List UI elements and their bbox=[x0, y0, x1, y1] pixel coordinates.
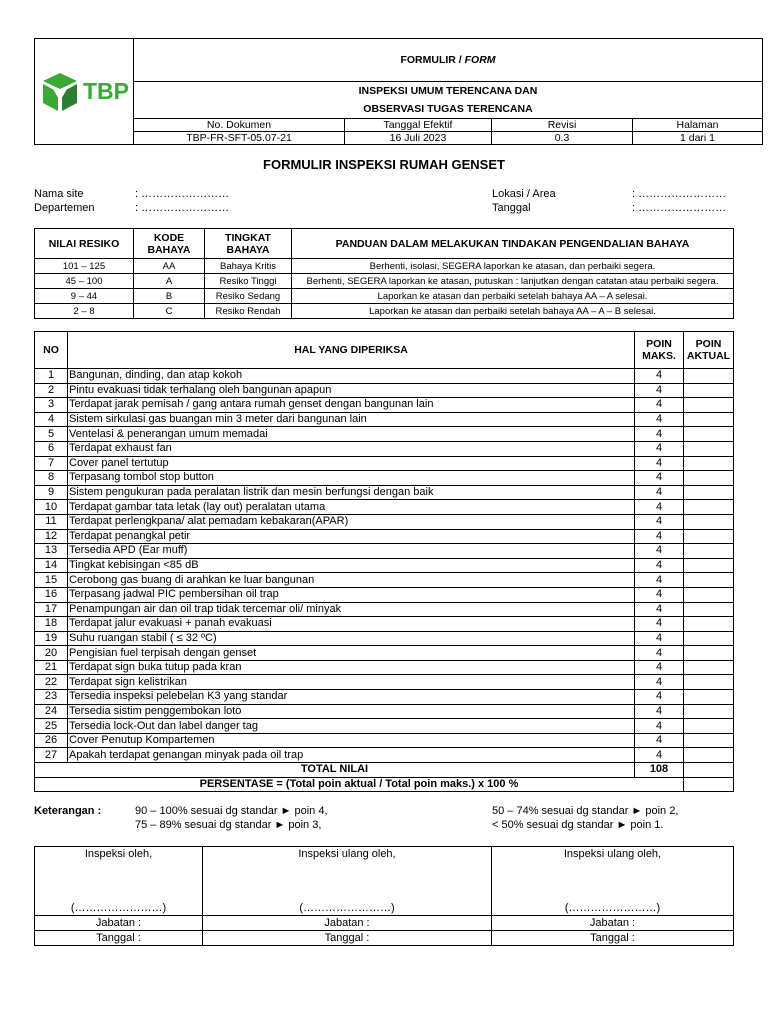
form-title: FORMULIR / FORM bbox=[134, 39, 763, 82]
item-description: Terdapat sign buka tutup pada kran bbox=[68, 660, 635, 675]
col-poin-aktual: POIN AKTUAL bbox=[684, 332, 734, 369]
item-number: 13 bbox=[35, 544, 68, 559]
tanggal-field[interactable]: : …………………… bbox=[632, 202, 727, 214]
label-tanggal-efektif: Tanggal Efektif bbox=[345, 119, 492, 132]
item-poin-aktual[interactable] bbox=[684, 485, 734, 500]
item-description: Cover panel tertutup bbox=[68, 456, 635, 471]
table-row bbox=[35, 471, 734, 486]
item-poin-maks: 4 bbox=[635, 704, 684, 719]
item-number: 27 bbox=[35, 748, 68, 763]
item-poin-maks: 4 bbox=[635, 719, 684, 734]
tanggal-label: Tanggal bbox=[492, 202, 531, 214]
table-row bbox=[35, 412, 734, 427]
logo-text: TBP bbox=[83, 78, 129, 104]
risk-cell: B bbox=[134, 289, 205, 304]
table-row bbox=[35, 704, 734, 719]
item-poin-maks: 4 bbox=[635, 514, 684, 529]
item-description: Pintu evakuasi tidak terhalang oleh bangunan apapun bbox=[68, 383, 635, 398]
table-row bbox=[35, 719, 734, 734]
table-row bbox=[35, 369, 734, 384]
item-poin-maks: 4 bbox=[635, 558, 684, 573]
item-poin-aktual[interactable] bbox=[684, 427, 734, 442]
document-header bbox=[34, 38, 763, 145]
tanggal-1[interactable]: Tanggal : bbox=[35, 931, 203, 946]
item-description: Terdapat penangkal petir bbox=[68, 529, 635, 544]
item-description: Pengisian fuel terpisah dengan genset bbox=[68, 646, 635, 661]
note-1: 90 – 100% sesuai dg standar ► poin 4, bbox=[135, 805, 328, 817]
table-row bbox=[35, 427, 734, 442]
item-poin-aktual[interactable] bbox=[684, 500, 734, 515]
item-description: Terpasang jadwal PIC pembersihan oil trap bbox=[68, 587, 635, 602]
item-description: Penampungan air dan oil trap tidak tercemar oli/ minyak bbox=[68, 602, 635, 617]
table-row bbox=[35, 544, 734, 559]
risk-header-kode: KODE BAHAYA bbox=[134, 229, 205, 259]
risk-cell: Berhenti, isolasi, SEGERA laporkan ke atasan, dan perbaiki segera. bbox=[292, 259, 734, 274]
risk-cell: 45 – 100 bbox=[35, 274, 134, 289]
item-number: 7 bbox=[35, 456, 68, 471]
item-poin-maks: 4 bbox=[635, 690, 684, 705]
total-value: 108 bbox=[635, 763, 684, 778]
item-number: 18 bbox=[35, 617, 68, 632]
table-row bbox=[35, 441, 734, 456]
risk-cell: AA bbox=[134, 259, 205, 274]
item-description: Terdapat jarak pemisah / gang antara rumah genset dengan bangunan lain bbox=[68, 398, 635, 413]
item-poin-maks: 4 bbox=[635, 456, 684, 471]
item-number: 11 bbox=[35, 514, 68, 529]
item-poin-aktual[interactable] bbox=[684, 690, 734, 705]
note-2: 75 – 89% sesuai dg standar ► poin 3, bbox=[135, 819, 322, 831]
table-row bbox=[35, 690, 734, 705]
item-poin-maks: 4 bbox=[635, 617, 684, 632]
item-description: Tingkat kebisingan <85 dB bbox=[68, 558, 635, 573]
item-description: Suhu ruangan stabil ( ≤ 32 ºC) bbox=[68, 631, 635, 646]
percent-label: PERSENTASE = (Total poin aktual / Total poin maks.) x 100 % bbox=[35, 777, 684, 792]
risk-cell: Resiko Rendah bbox=[205, 304, 292, 319]
item-number: 10 bbox=[35, 500, 68, 515]
label-halaman: Halaman bbox=[633, 119, 763, 132]
departemen-field[interactable]: : …………………… bbox=[135, 202, 230, 214]
item-number: 19 bbox=[35, 631, 68, 646]
item-number: 1 bbox=[35, 369, 68, 384]
item-number: 22 bbox=[35, 675, 68, 690]
item-poin-aktual[interactable] bbox=[684, 514, 734, 529]
item-poin-aktual[interactable] bbox=[684, 617, 734, 632]
value-halaman: 1 dari 1 bbox=[633, 132, 763, 145]
item-poin-maks: 4 bbox=[635, 675, 684, 690]
table-row bbox=[35, 602, 734, 617]
risk-cell: 2 – 8 bbox=[35, 304, 134, 319]
item-number: 17 bbox=[35, 602, 68, 617]
sign-block-2[interactable]: Inspeksi ulang oleh, (……………………) bbox=[203, 847, 492, 916]
item-poin-aktual[interactable] bbox=[684, 660, 734, 675]
item-poin-aktual[interactable] bbox=[684, 587, 734, 602]
item-poin-maks: 4 bbox=[635, 573, 684, 588]
table-row bbox=[35, 646, 734, 661]
risk-cell: Berhenti, SEGERA laporkan ke atasan, putuskan : lanjutkan dengan catatan atau perbaiki segera. bbox=[292, 274, 734, 289]
total-label: TOTAL NILAI bbox=[35, 763, 635, 778]
item-description: Tersedia sistim penggembokan loto bbox=[68, 704, 635, 719]
form-subtitle: INSPEKSI UMUM TERENCANA DAN OBSERVASI TUGAS TERENCANA bbox=[134, 82, 763, 119]
item-poin-maks: 4 bbox=[635, 485, 684, 500]
item-poin-maks: 4 bbox=[635, 427, 684, 442]
item-description: Sistem pengukuran pada peralatan listrik dan mesin berfungsi dengan baik bbox=[68, 485, 635, 500]
item-description: Terdapat perlengkpana/ alat pemadam kebakaran(APAR) bbox=[68, 514, 635, 529]
item-number: 14 bbox=[35, 558, 68, 573]
jabatan-2[interactable]: Jabatan : bbox=[203, 916, 492, 931]
risk-cell: A bbox=[134, 274, 205, 289]
risk-header-panduan: PANDUAN DALAM MELAKUKAN TINDAKAN PENGENDALIAN BAHAYA bbox=[292, 229, 734, 259]
risk-row bbox=[35, 289, 734, 304]
logo bbox=[35, 39, 134, 145]
item-poin-maks: 4 bbox=[635, 441, 684, 456]
risk-header-nilai: NILAI RESIKO bbox=[35, 229, 134, 259]
item-poin-aktual[interactable] bbox=[684, 456, 734, 471]
item-number: 12 bbox=[35, 529, 68, 544]
risk-cell: Bahaya Kritis bbox=[205, 259, 292, 274]
item-description: Tersedia APD (Ear muff) bbox=[68, 544, 635, 559]
item-poin-aktual[interactable] bbox=[684, 602, 734, 617]
item-poin-aktual[interactable] bbox=[684, 733, 734, 748]
item-number: 6 bbox=[35, 441, 68, 456]
table-row bbox=[35, 748, 734, 763]
item-number: 4 bbox=[35, 412, 68, 427]
item-description: Apakah terdapat genangan minyak pada oil trap bbox=[68, 748, 635, 763]
item-number: 8 bbox=[35, 471, 68, 486]
item-poin-maks: 4 bbox=[635, 471, 684, 486]
table-row bbox=[35, 500, 734, 515]
table-row bbox=[35, 529, 734, 544]
tanggal-3[interactable]: Tanggal : bbox=[492, 931, 734, 946]
item-number: 2 bbox=[35, 383, 68, 398]
item-number: 26 bbox=[35, 733, 68, 748]
item-poin-aktual[interactable] bbox=[684, 573, 734, 588]
table-row bbox=[35, 617, 734, 632]
item-description: Bangunan, dinding, dan atap kokoh bbox=[68, 369, 635, 384]
item-poin-maks: 4 bbox=[635, 412, 684, 427]
signature-table bbox=[34, 846, 734, 946]
item-description: Ventelasi & penerangan umum memadai bbox=[68, 427, 635, 442]
item-poin-maks: 4 bbox=[635, 748, 684, 763]
item-poin-aktual[interactable] bbox=[684, 646, 734, 661]
item-poin-maks: 4 bbox=[635, 398, 684, 413]
table-row bbox=[35, 631, 734, 646]
jabatan-1[interactable]: Jabatan : bbox=[35, 916, 203, 931]
item-poin-aktual[interactable] bbox=[684, 412, 734, 427]
tbp-logo-icon bbox=[39, 71, 81, 113]
departemen-label: Departemen bbox=[34, 202, 95, 214]
item-description: Terdapat sign kelistrikan bbox=[68, 675, 635, 690]
item-number: 15 bbox=[35, 573, 68, 588]
table-row bbox=[35, 733, 734, 748]
checklist-table bbox=[34, 331, 734, 792]
item-description: Terpasang tombol stop button bbox=[68, 471, 635, 486]
item-number: 25 bbox=[35, 719, 68, 734]
item-number: 24 bbox=[35, 704, 68, 719]
item-poin-maks: 4 bbox=[635, 660, 684, 675]
tanggal-2[interactable]: Tanggal : bbox=[203, 931, 492, 946]
table-row bbox=[35, 573, 734, 588]
risk-cell: 101 – 125 bbox=[35, 259, 134, 274]
risk-cell: Resiko Tinggi bbox=[205, 274, 292, 289]
total-aktual-cell[interactable] bbox=[684, 763, 734, 778]
risk-cell: Resiko Sedang bbox=[205, 289, 292, 304]
item-poin-aktual[interactable] bbox=[684, 471, 734, 486]
table-row bbox=[35, 675, 734, 690]
item-poin-aktual[interactable] bbox=[684, 631, 734, 646]
risk-cell: Laporkan ke atasan dan perbaiki setelah bahaya AA – A selesai. bbox=[292, 289, 734, 304]
table-row bbox=[35, 398, 734, 413]
col-no: NO bbox=[35, 332, 68, 369]
item-poin-aktual[interactable] bbox=[684, 441, 734, 456]
item-description: Terdapat jalur evakuasi + panah evakuasi bbox=[68, 617, 635, 632]
item-poin-maks: 4 bbox=[635, 646, 684, 661]
item-poin-maks: 4 bbox=[635, 544, 684, 559]
item-poin-maks: 4 bbox=[635, 369, 684, 384]
item-description: Tersedia inspeksi pelebelan K3 yang standar bbox=[68, 690, 635, 705]
page-title: FORMULIR INSPEKSI RUMAH GENSET bbox=[263, 157, 505, 172]
sign-block-3[interactable]: Inspeksi ulang oleh, (……………………) bbox=[492, 847, 734, 916]
risk-row bbox=[35, 304, 734, 319]
item-poin-aktual[interactable] bbox=[684, 544, 734, 559]
item-description: Terdapat exhaust fan bbox=[68, 441, 635, 456]
item-number: 5 bbox=[35, 427, 68, 442]
item-description: Tersedia lock-Out dan label danger tag bbox=[68, 719, 635, 734]
item-number: 16 bbox=[35, 587, 68, 602]
percent-value-cell[interactable] bbox=[684, 777, 734, 792]
item-description: Cover Penutup Kompartemen bbox=[68, 733, 635, 748]
item-poin-aktual[interactable] bbox=[684, 529, 734, 544]
label-revisi: Revisi bbox=[492, 119, 633, 132]
item-poin-maks: 4 bbox=[635, 733, 684, 748]
item-number: 23 bbox=[35, 690, 68, 705]
label-no-dokumen: No. Dokumen bbox=[134, 119, 345, 132]
value-no-dokumen: TBP-FR-SFT-05.07-21 bbox=[134, 132, 345, 145]
lokasi-label: Lokasi / Area bbox=[492, 188, 556, 200]
table-row bbox=[35, 456, 734, 471]
item-number: 20 bbox=[35, 646, 68, 661]
item-poin-maks: 4 bbox=[635, 529, 684, 544]
risk-cell: Laporkan ke atasan dan perbaiki setelah bahaya AA – A – B selesai. bbox=[292, 304, 734, 319]
item-poin-aktual[interactable] bbox=[684, 675, 734, 690]
item-number: 9 bbox=[35, 485, 68, 500]
item-poin-aktual[interactable] bbox=[684, 719, 734, 734]
item-description: Cerobong gas buang di arahkan ke luar bangunan bbox=[68, 573, 635, 588]
jabatan-3[interactable]: Jabatan : bbox=[492, 916, 734, 931]
item-poin-maks: 4 bbox=[635, 602, 684, 617]
item-poin-maks: 4 bbox=[635, 383, 684, 398]
item-poin-aktual[interactable] bbox=[684, 704, 734, 719]
item-poin-aktual[interactable] bbox=[684, 383, 734, 398]
col-poin-maks: POIN MAKS. bbox=[635, 332, 684, 369]
item-description: Terdapat gambar tata letak (lay out) peralatan utama bbox=[68, 500, 635, 515]
note-3: 50 – 74% sesuai dg standar ► poin 2, bbox=[492, 805, 679, 817]
risk-row bbox=[35, 274, 734, 289]
risk-cell: 9 – 44 bbox=[35, 289, 134, 304]
table-row bbox=[35, 587, 734, 602]
lokasi-field[interactable]: : …………………… bbox=[632, 188, 727, 200]
note-4: < 50% sesuai dg standar ► poin 1. bbox=[492, 819, 664, 831]
table-row bbox=[35, 514, 734, 529]
table-row bbox=[35, 558, 734, 573]
risk-table bbox=[34, 228, 734, 319]
item-poin-aktual[interactable] bbox=[684, 558, 734, 573]
value-tanggal-efektif: 16 Juli 2023 bbox=[345, 132, 492, 145]
table-row bbox=[35, 660, 734, 675]
risk-cell: C bbox=[134, 304, 205, 319]
item-poin-maks: 4 bbox=[635, 587, 684, 602]
item-description: Sistem sirkulasi gas buangan min 3 meter dari bangunan lain bbox=[68, 412, 635, 427]
sign-block-1[interactable]: Inspeksi oleh, (……………………) bbox=[35, 847, 203, 916]
value-revisi: 0.3 bbox=[492, 132, 633, 145]
nama-site-field[interactable]: : …………………… bbox=[135, 188, 230, 200]
item-poin-aktual[interactable] bbox=[684, 748, 734, 763]
item-number: 3 bbox=[35, 398, 68, 413]
table-row bbox=[35, 485, 734, 500]
item-poin-aktual[interactable] bbox=[684, 369, 734, 384]
notes-label: Keterangan : bbox=[34, 805, 102, 817]
table-row bbox=[35, 383, 734, 398]
item-poin-maks: 4 bbox=[635, 631, 684, 646]
col-item: HAL YANG DIPERIKSA bbox=[68, 332, 635, 369]
risk-row bbox=[35, 259, 734, 274]
nama-site-label: Nama site bbox=[34, 188, 84, 200]
item-poin-maks: 4 bbox=[635, 500, 684, 515]
item-number: 21 bbox=[35, 660, 68, 675]
item-poin-aktual[interactable] bbox=[684, 398, 734, 413]
risk-header-tingkat: TINGKAT BAHAYA bbox=[205, 229, 292, 259]
